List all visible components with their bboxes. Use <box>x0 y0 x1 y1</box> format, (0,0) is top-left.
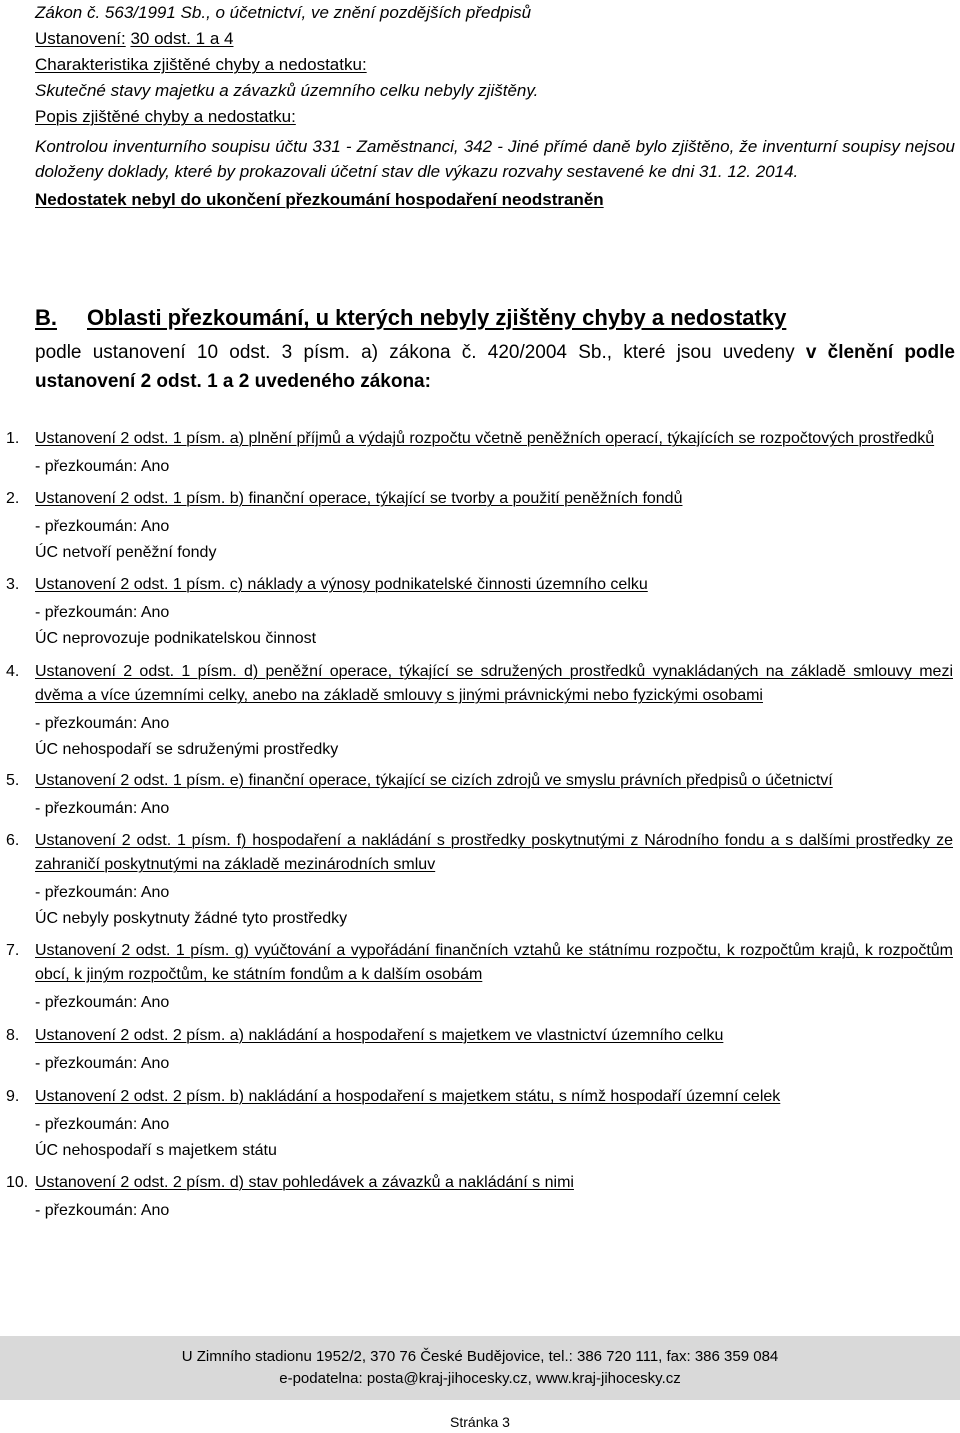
item-reviewed-status: - přezkoumán: Ano <box>35 1055 170 1072</box>
footer-address: U Zimního stadionu 1952/2, 370 76 České Budějovice, tel.: 386 720 111, fax: 386 359 084 <box>181 1348 779 1365</box>
item-number: 3. <box>6 576 20 593</box>
list-item <box>0 660 953 763</box>
item-reviewed-status: - přezkoumán: Ano <box>35 518 170 535</box>
unresolved-notice: Nedostatek nebyl do ukončení přezkoumání hospodaření neodstraněn <box>35 190 604 209</box>
list-item <box>0 573 953 652</box>
item-note: ÚC nehospodaří s majetkem státu <box>35 1142 277 1159</box>
section-title: Oblasti přezkoumání, u kterých nebyly zjištěny chyby a nedostatky <box>87 305 787 330</box>
subtitle-normal: podle ustanovení 10 odst. 3 písm. a) zákona č. 420/2004 Sb., které jsou uvedeny <box>35 342 806 363</box>
item-provision: Ustanovení 2 odst. 2 písm. d) stav pohledávek a závazků a nakládání s nimi <box>35 1174 574 1191</box>
item-number: 5. <box>6 772 20 789</box>
item-reviewed-status: - přezkoumán: Ano <box>35 884 170 901</box>
characteristic-text: Skutečné stavy majetku a závazků územního celku nebyly zjištěny. <box>35 81 539 100</box>
item-number: 6. <box>6 832 20 849</box>
item-note: ÚC neprovozuje podnikatelskou činnost <box>35 630 317 647</box>
list-item <box>0 769 953 822</box>
item-number: 8. <box>6 1027 20 1044</box>
item-number: 4. <box>6 663 20 680</box>
section-letter: B. <box>35 305 57 330</box>
item-number: 10. <box>6 1174 29 1191</box>
findings-section <box>35 0 955 212</box>
review-areas-list <box>0 427 960 1224</box>
item-note: ÚC netvoří peněžní fondy <box>35 544 217 561</box>
list-item <box>0 487 953 566</box>
section-b-heading <box>35 302 955 396</box>
provision-line <box>35 26 955 52</box>
item-reviewed-status: - přezkoumán: Ano <box>35 994 170 1011</box>
item-reviewed-status: - přezkoumán: Ano <box>35 458 170 475</box>
provision-label: Ustanovení: <box>35 29 126 48</box>
list-item <box>0 1171 953 1224</box>
item-reviewed-status: - přezkoumán: Ano <box>35 715 170 732</box>
footer-bar <box>0 1336 960 1400</box>
list-item <box>0 1085 953 1164</box>
list-item <box>0 1024 953 1077</box>
item-number: 7. <box>6 942 20 959</box>
description-text: Kontrolou inventurního soupisu účtu 331 - Zaměstnanci, 342 - Jiné přímé daně bylo zjištěno, že inventurní soupisy nejsou doloženy doklady, které by prokazovali účetní stav dle výkazu rozvahy sestavené ke dni 31. 12. 2014. <box>35 137 955 181</box>
item-provision: Ustanovení 2 odst. 1 písm. g) vyúčtování a vypořádání finančních vztahů ke státnímu rozpočtu, k rozpočtům krajů, k rozpočtům obcí, k jiným rozpočtům, ke státním fondům a k dalším osobám <box>35 942 953 983</box>
section-b-subtitle <box>35 338 955 396</box>
item-number: 2. <box>6 490 20 507</box>
item-note: ÚC nebyly poskytnuty žádné tyto prostředky <box>35 910 348 927</box>
law-reference: Zákon č. 563/1991 Sb., o účetnictví, ve znění pozdějších předpisů <box>35 3 532 22</box>
item-provision: Ustanovení 2 odst. 2 písm. b) nakládání a hospodaření s majetkem státu, s nímž hospodaří územní celek <box>35 1088 781 1105</box>
item-reviewed-status: - přezkoumán: Ano <box>35 1202 170 1219</box>
list-item <box>0 427 953 480</box>
section-b-title <box>35 302 955 334</box>
description-label: Popis zjištěné chyby a nedostatku: <box>35 107 296 126</box>
footer-contacts: e-podatelna: posta@kraj-jihocesky.cz, www.kraj-jihocesky.cz <box>279 1370 681 1387</box>
provision-value: 30 odst. 1 a 4 <box>130 29 234 48</box>
item-provision: Ustanovení 2 odst. 1 písm. f) hospodaření a nakládání s prostředky poskytnutými z Národního fondu a s dalšími prostředky ze zahraničí poskytnutými na základě mezinárodních smluv <box>35 832 953 873</box>
list-item <box>0 829 953 932</box>
subtitle-bold: v členění podle ustanovení 2 odst. 1 a 2 uvedeného zákona: <box>35 342 955 392</box>
item-number: 9. <box>6 1088 20 1105</box>
item-reviewed-status: - přezkoumán: Ano <box>35 604 170 621</box>
characteristic-label: Charakteristika zjištěné chyby a nedostatku: <box>35 55 367 74</box>
item-provision: Ustanovení 2 odst. 1 písm. a) plnění příjmů a výdajů rozpočtu včetně peněžních operací, týkajících se rozpočtových prostředků <box>35 430 935 447</box>
item-note: ÚC nehospodaří se sdruženými prostředky <box>35 741 339 758</box>
item-reviewed-status: - přezkoumán: Ano <box>35 1116 170 1133</box>
item-provision: Ustanovení 2 odst. 1 písm. b) finanční operace, týkající se tvorby a použití peněžních fondů <box>35 490 683 507</box>
item-provision: Ustanovení 2 odst. 2 písm. a) nakládání a hospodaření s majetkem ve vlastnictví územního celku <box>35 1027 724 1044</box>
list-item <box>0 939 953 1016</box>
item-provision: Ustanovení 2 odst. 1 písm. c) náklady a výnosy podnikatelské činnosti územního celku <box>35 576 648 593</box>
item-reviewed-status: - přezkoumán: Ano <box>35 800 170 817</box>
page-number: Stránka 3 <box>450 1414 510 1430</box>
item-number: 1. <box>6 430 20 447</box>
item-provision: Ustanovení 2 odst. 1 písm. d) peněžní operace, týkající se sdružených prostředků vynakládaných na základě smlouvy mezi dvěma a více územními celky, anebo na základě smlouvy s jinými právnickými nebo fyzickými osobami <box>35 663 953 704</box>
item-provision: Ustanovení 2 odst. 1 písm. e) finanční operace, týkající se cizích zdrojů ve smyslu právních předpisů o účetnictví <box>35 772 833 789</box>
